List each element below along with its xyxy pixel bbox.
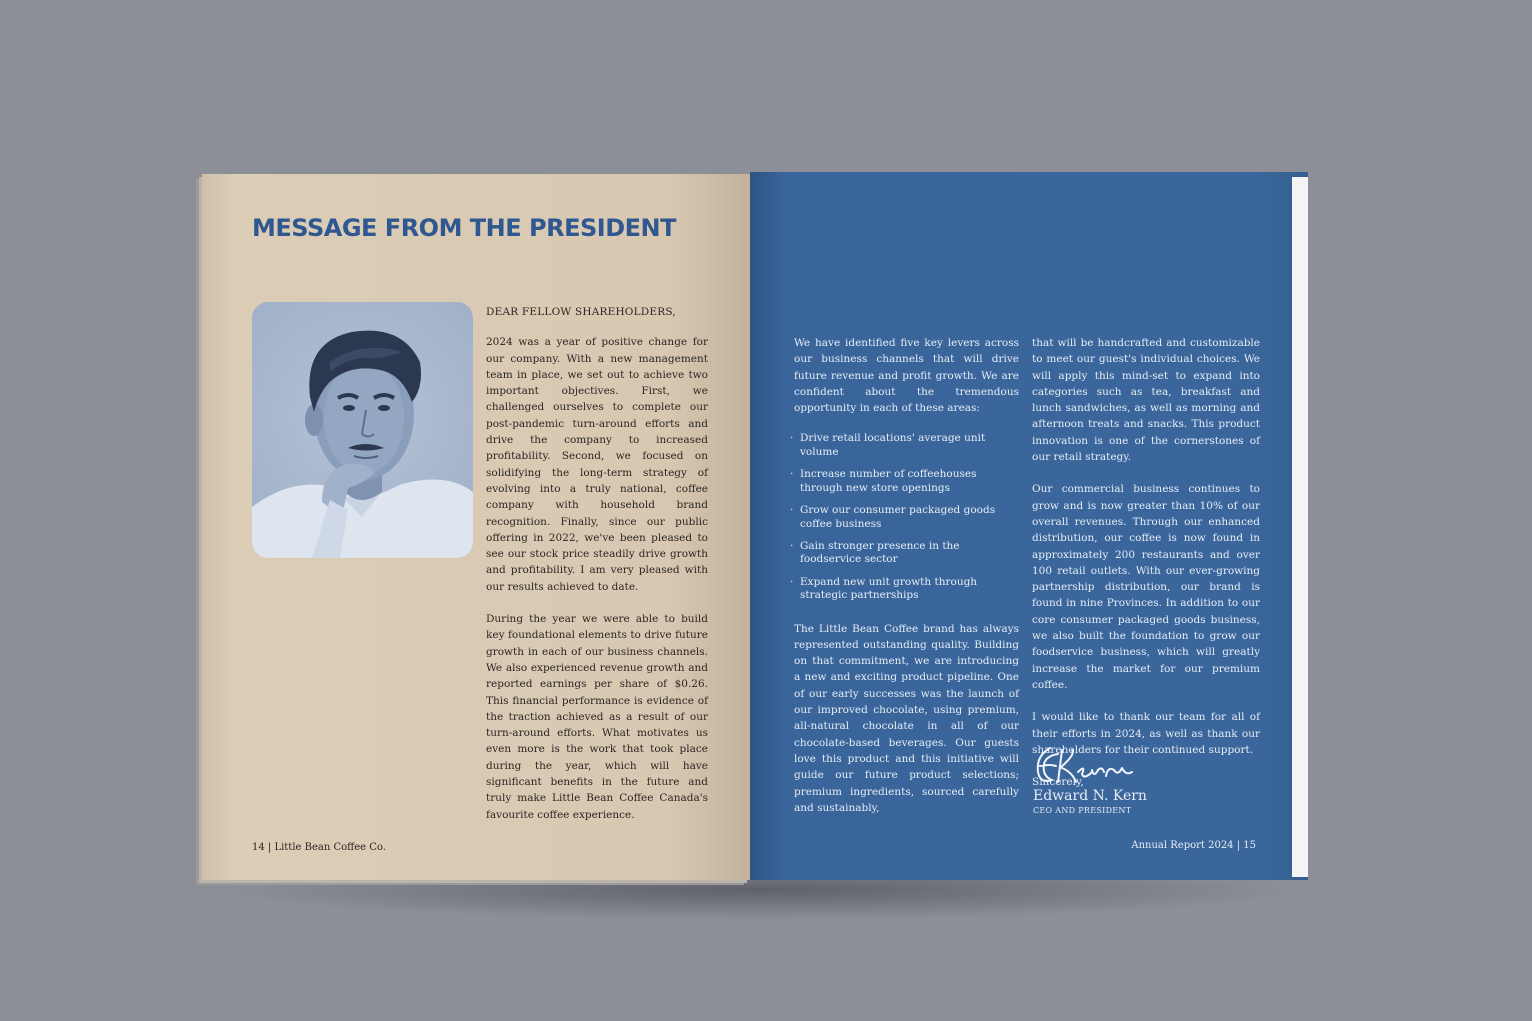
signer-title: CEO AND PRESIDENT	[1033, 806, 1132, 815]
paragraph-thanks: I would like to thank our team for all of their efforts in 2024, as well as thank our shareholders for their continued support.	[1032, 711, 1260, 756]
list-item: · Gain stronger presence in the foodservice sector	[794, 540, 1019, 567]
right-column-1	[794, 335, 1019, 832]
brochure-spread	[202, 172, 1308, 884]
letter-column	[486, 304, 708, 839]
paragraph-intro: We have identified five key levers across our business channels that will drive future revenue and profit growth. We are confident about the tremendous opportunity in each of these areas:	[794, 337, 1019, 415]
list-item: · Drive retail locations' average unit volume	[794, 432, 1019, 459]
page-edge	[1292, 177, 1308, 877]
levers-list	[794, 432, 1019, 602]
list-item: · Expand new unit growth through strategic partnerships	[794, 576, 1019, 603]
paragraph-brand: The Little Bean Coffee brand has always represented outstanding quality. Building on that commitment, we are introducing a new and exciting product pipeline. One of our early successes was the launch of our improved chocolate, using premium, all-natural chocolate in all of our chocolate-based beverages. Our guests love this product and this initiative will guide our future product selections; premium ingredients, sourced carefully and sustainably,	[794, 622, 1019, 814]
footer-right: Annual Report 2024 | 15	[1131, 840, 1256, 851]
paragraph-continue: that will be handcrafted and customizable to meet our guest's individual choices. We will apply this mind-set to expand into categories such as tea, breakfast and lunch sandwiches, as well as morning and afternoon treats and snacks. This product innovation is one of the cornerstones of our retail strategy.	[1032, 337, 1260, 464]
president-portrait	[252, 302, 473, 558]
signature	[1032, 742, 1142, 788]
right-page	[750, 172, 1308, 880]
portrait-illustration	[252, 302, 473, 558]
list-item: · Grow our consumer packaged goods coffee business	[794, 504, 1019, 531]
paragraph-year-review: 2024 was a year of positive change for our company. With a new management team in place, we set out to achieve two important objectives. First, we challenged ourselves to complete our post-pandemic turn-around efforts and drive the company to increased profitability. Second, we focused on solidifying the long-term strategy of evolving into a truly national, coffee company with household brand recognition. Finally, since our public offering in 2022, we've been pleased to see our stock price steadily drive growth and profitability. I am very pleased with our results achieved to date.	[486, 336, 708, 593]
signer-name: Edward N. Kern	[1033, 788, 1147, 804]
greeting: DEAR FELLOW SHAREHOLDERS,	[486, 306, 676, 318]
paragraph-commercial: Our commercial business continues to grow and is now greater than 10% of our overall revenues. Through our enhanced distribution, our coffee is now found in approximately 200 restaurants and over 100 retail outlets. With our ever-growing partnership distribution, our brand is found in nine Provinces. In addition to our core consumer packaged goods business, we also built the foundation to grow our foodservice business, which will greatly increase the market for our premium coffee.	[1032, 483, 1260, 691]
closing: Sincerely,	[1032, 776, 1084, 789]
footer-left: 14 | Little Bean Coffee Co.	[252, 842, 386, 853]
list-item: · Increase number of coffeehouses through new store openings	[794, 468, 1019, 495]
paragraph-growth: During the year we were able to build key foundational elements to drive future growth in each of our business channels. We also experienced revenue growth and reported earnings per share of $0.26. This financial performance is evidence of the traction achieved as a result of our turn-around efforts. What motivates us even more is the work that took place during the year, which will have significant benefits in the future and truly make Little Bean Coffee Canada's favourite coffee experience.	[486, 613, 708, 821]
page-heading: MESSAGE FROM THE PRESIDENT	[252, 214, 676, 242]
left-page	[202, 174, 750, 880]
right-column-2	[1032, 335, 1260, 806]
